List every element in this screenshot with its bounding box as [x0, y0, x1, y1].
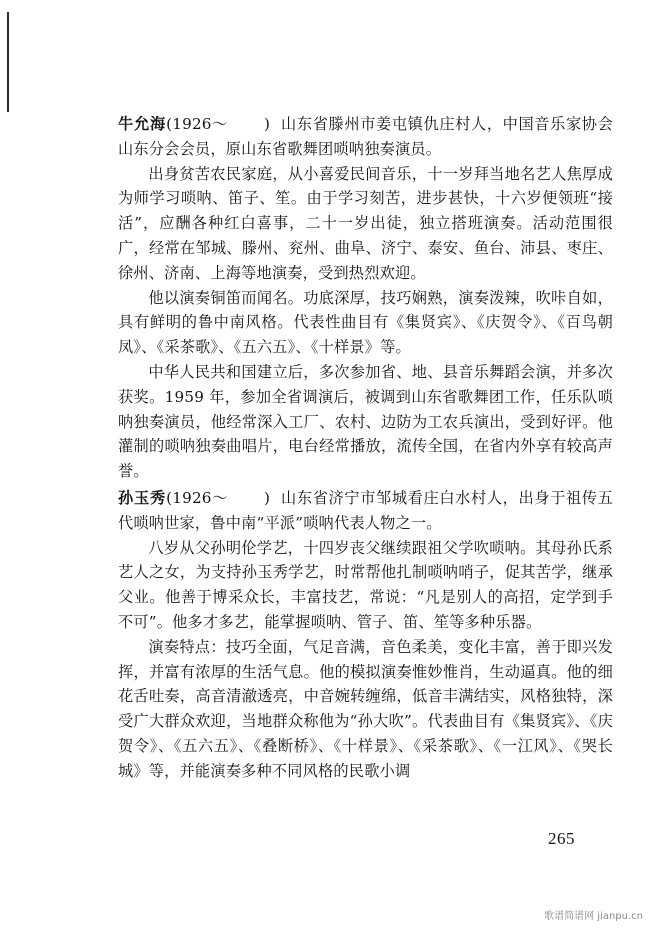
page-body: [118, 110, 613, 784]
bio-intro: 山东省滕州市姜屯镇仇庄村人，中国音乐家协会山东分会会员，原山东省歌舞团唢呐独奏演员。: [118, 115, 614, 158]
person-name: 孙玉秀: [118, 488, 167, 507]
birth-years-close: ): [263, 488, 271, 507]
page-binding-line: [7, 12, 9, 112]
bio-intro: 山东省济宁市邹城看庄白水村人，出身于祖传五代唢呐世家，鲁中南“平派”唢呐代表人物之一。: [118, 488, 614, 532]
person-name: 牛允海: [118, 115, 167, 133]
page-number: 265: [548, 829, 575, 848]
paragraph: 八岁从父孙明伦学艺，十四岁丧父继续跟祖父学吹唢呐。其母孙氏系艺人之女，为支持孙玉秀学艺，时常帮他扎制唢呐哨子，促其苦学，继承父业。他善于博采众长，丰富技艺，常说：“凡是别人的高招，定学到手不可”。他多才多艺，能掌握唢呐、管子、笛、笙等多种乐器。: [118, 538, 613, 631]
birth-years-close: ): [263, 115, 271, 133]
paragraph: 中华人民共和国建立后，多次参加省、地、县音乐舞蹈会演，并多次获奖。1959 年，参加全省调演后，被调到山东省歌舞团工作，任乐队唢呐独奏演员，他经常深入工厂、农村、边防为工农兵演出，受到好评。他灌制的唢呐独奏曲唱片，电台经常播放，流传全国，在省内外享有较高声誉。: [118, 362, 613, 481]
birth-years: (1926～: [166, 115, 228, 133]
paragraph: 出身贫苦农民家庭，从小喜爱民间音乐，十一岁拜当地名艺人焦厚成为师学习唢呐、笛子、笙。由于学习刻苦，进步甚快，十六岁便领班“接活”，应酬各种红白喜事，二十一岁出徒，独立搭班演奏。活动范围很广，经常在邹城、滕州、兖州、曲阜、济宁、泰安、鱼台、沛县、枣庄、徐州、济南、上海等地演奏，受到热烈欢迎。: [118, 164, 613, 282]
paragraph: 他以演奏铜笛而闻名。功底深厚，技巧娴熟，演奏泼辣，吹咔自如，具有鲜明的鲁中南风格。代表性曲目有《集贤宾》、《庆贺令》、《百鸟朝凤》、《采茶歌》、《五六五》、《十样景》等。: [118, 288, 613, 357]
watermark: 歌谱简谱网 jianpu.cn: [544, 911, 643, 922]
bio-header-sun-yuxiu: [118, 486, 613, 536]
bio-header-niu-yunhai: [118, 112, 613, 162]
birth-years: (1926～: [166, 488, 228, 507]
paragraph: 演奏特点：技巧全面，气足音满，音色柔美，变化丰富，善于即兴发挥，并富有浓厚的生活气息。他的模拟演奏惟妙惟肖，生动逼真。他的细花舌吐奏，高音清澈透亮，中音婉转缠绵，低音丰满结实，风格独特，深受广大群众欢迎，当地群众称他为“孙大吹”。代表曲目有《集贤宾》、《庆贺令》、《五六五》、《叠断桥》、《十样景》、《采茶歌》、《一江风》、《哭长城》等，并能演奏多种不同风格的民歌小调: [118, 637, 613, 780]
